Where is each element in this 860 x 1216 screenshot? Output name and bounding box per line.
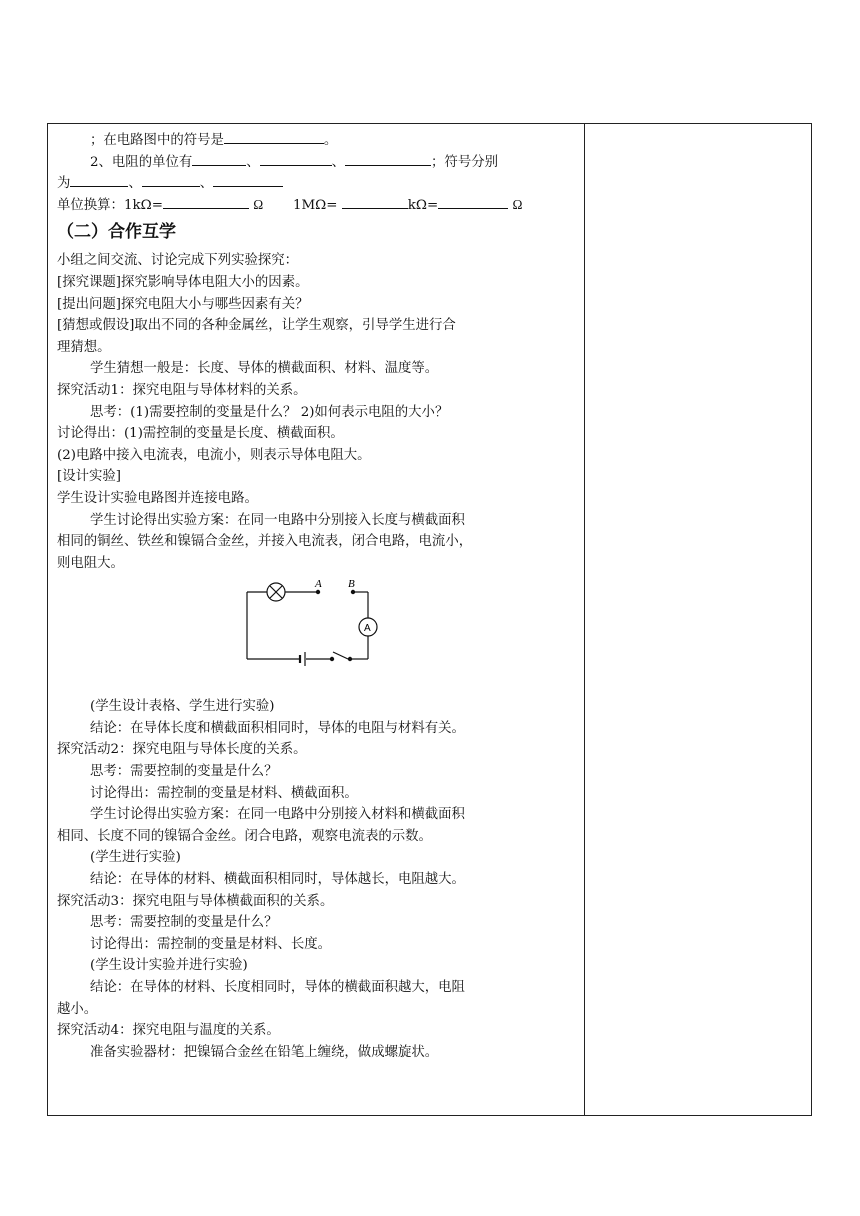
blank-field[interactable]: [163, 193, 249, 209]
paragraph: [猜想或假设]取出不同的各种金属丝，让学生观察，引导学生进行合: [57, 318, 456, 334]
blank-field[interactable]: [260, 150, 332, 166]
terminal-b-label: B: [348, 580, 355, 591]
paragraph: 结论：在导体的材料、长度相同时，导体的横截面积越大，电阻: [90, 980, 465, 995]
text: ；符号分别: [431, 154, 498, 170]
paragraph: 准备实验器材：把镍镉合金丝在铅笔上缠绕，做成螺旋状。: [90, 1044, 439, 1060]
text: Ω: [512, 196, 523, 212]
paragraph: 相同、长度不同的镍镉合金丝。闭合电路，观察电流表的示数。: [57, 828, 432, 844]
text: 1MΩ=: [292, 197, 338, 213]
paragraph: 讨论得出：(1)需控制的变量是长度、横截面积。: [57, 426, 344, 442]
fill-in-line-3: [57, 171, 577, 193]
paragraph: 思考：需要控制的变量是什么？: [90, 915, 278, 931]
text: kΩ=: [407, 197, 439, 213]
fill-in-line-2: [57, 150, 577, 172]
paragraph: (学生设计实验并进行实验): [90, 958, 248, 974]
section-heading: （二）合作互学: [57, 222, 176, 243]
blank-field[interactable]: [224, 128, 324, 144]
paragraph: 越小。: [57, 1001, 98, 1017]
blank-field[interactable]: [142, 171, 200, 187]
paragraph: 探究活动3：探究电阻与导体横截面积的关系。: [57, 893, 334, 909]
circuit-svg: [242, 580, 382, 666]
text: 2、电阻的单位有: [90, 154, 193, 170]
text: Ω: [253, 196, 264, 212]
circuit-diagram: [57, 574, 577, 696]
paragraph: 讨论得出：需控制的变量是材料、横截面积。: [90, 785, 358, 801]
blank-field[interactable]: [192, 150, 246, 166]
paragraph: [探究课题]探究影响导体电阻大小的因素。: [57, 274, 309, 290]
paragraph: 学生讨论得出实验方案：在同一电路中分别接入材料和横截面积: [90, 807, 465, 823]
fill-in-line-1: [57, 128, 577, 150]
blank-field[interactable]: [70, 171, 128, 187]
blank-field[interactable]: [438, 193, 508, 209]
text: 、: [331, 154, 346, 170]
text: 、: [199, 176, 214, 192]
text: ；在电路图中的符号是: [90, 133, 224, 148]
paragraph: 结论：在导体的材料、横截面积相同时，导体越长，电阻越大。: [90, 872, 465, 888]
paragraph: 探究活动4：探究电阻与温度的关系。: [57, 1023, 280, 1039]
paragraph: 学生猜想一般是：长度、导体的横截面积、材料、温度等。: [90, 361, 439, 377]
paragraph: 探究活动1：探究电阻与导体材料的关系。: [57, 382, 307, 398]
paragraph: 思考：(1)需要控制的变量是什么？ 2)如何表示电阻的大小？: [90, 404, 449, 420]
main-column: [57, 128, 577, 1063]
paragraph: 思考：需要控制的变量是什么？: [90, 764, 278, 780]
text: 、: [128, 176, 142, 192]
blank-field[interactable]: [342, 193, 408, 209]
paragraph: (学生进行实验): [90, 850, 181, 866]
paragraph: 小组之间交流、讨论完成下列实验探究：: [57, 253, 299, 269]
text: 单位换算：1kΩ=: [57, 197, 163, 213]
paragraph: (2)电路中接入电流表，电流小，则表示导体电阻大。: [57, 447, 371, 463]
paragraph: 探究活动2：探究电阻与导体长度的关系。: [57, 742, 307, 758]
paragraph: 理猜想。: [57, 339, 111, 355]
blank-field[interactable]: [213, 171, 283, 187]
paragraph: [提出问题]探究电阻大小与哪些因素有关？: [57, 296, 309, 312]
paragraph: 相同的铜丝、铁丝和镍镉合金丝，并接入电流表，闭合电路，电流小，: [57, 534, 473, 550]
terminal-a-label: A: [315, 580, 322, 591]
paragraph: 则电阻大。: [57, 555, 124, 571]
text: 为: [57, 176, 71, 192]
paragraph: 学生讨论得出实验方案：在同一电路中分别接入长度与横截面积: [90, 512, 465, 528]
paragraph: 结论：在导体长度和横截面积相同时，导体的电阻与材料有关。: [90, 720, 465, 736]
paragraph: [设计实验]: [57, 469, 122, 485]
text: 。: [323, 133, 338, 148]
paragraph: 学生设计实验电路图并连接电路。: [57, 490, 258, 506]
text: 、: [246, 154, 260, 170]
paragraph: (学生设计表格、学生进行实验): [90, 699, 275, 715]
unit-conversion-line: [57, 193, 577, 215]
blank-field[interactable]: [345, 150, 431, 166]
paragraph: 讨论得出：需控制的变量是材料、长度。: [90, 936, 332, 952]
column-divider: [584, 123, 585, 1116]
ammeter-label: A: [364, 623, 371, 635]
